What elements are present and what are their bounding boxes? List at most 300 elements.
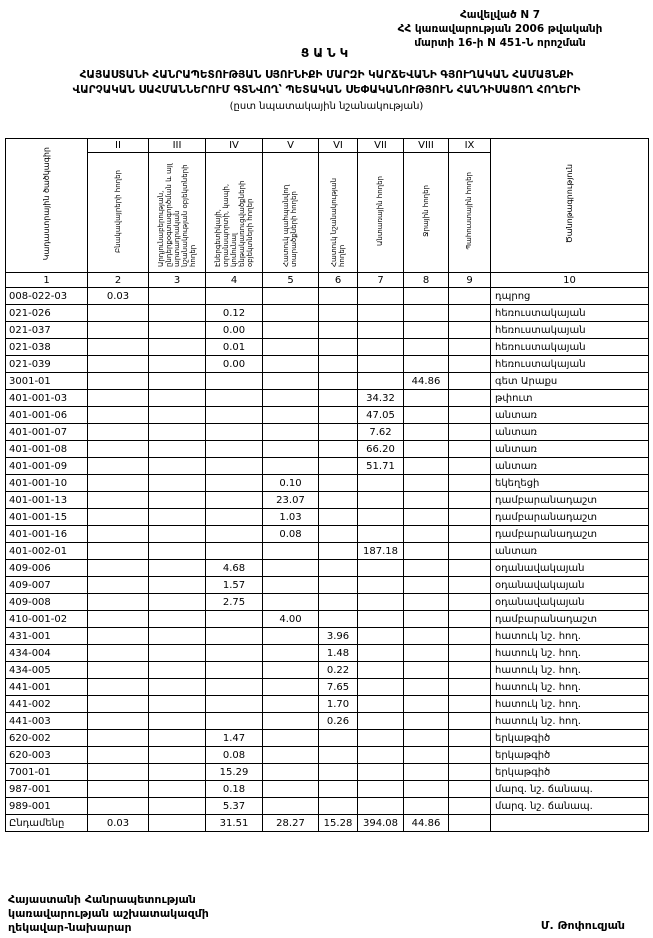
cadastral-code-cell: 401-001-03 [6,390,88,407]
area-value-cell [263,560,319,577]
area-value-cell [449,679,491,696]
cadastral-code-cell: 441-003 [6,713,88,730]
area-value-cell [206,662,263,679]
note-cell: մարզ. նշ. ճանապ. [491,798,649,815]
table-row [6,645,649,662]
area-value-cell [319,458,358,475]
note-cell: դպրոց [491,288,649,305]
area-value-cell [319,339,358,356]
table-row [6,679,649,696]
table-row [6,441,649,458]
area-value-cell [206,475,263,492]
table-row [6,390,649,407]
area-value-cell [449,696,491,713]
area-value-cell: 2.75 [206,594,263,611]
area-value-cell [263,764,319,781]
area-value-cell [263,594,319,611]
area-value-cell [263,713,319,730]
column-number: 4 [206,273,263,288]
cadastral-code-cell: 401-001-13 [6,492,88,509]
area-value-cell [88,441,149,458]
table-row [6,458,649,475]
area-value-cell [319,492,358,509]
area-value-cell [449,611,491,628]
area-value-cell: 1.48 [319,645,358,662]
area-value-cell [358,730,404,747]
table-row [6,662,649,679]
area-value-cell [449,662,491,679]
area-value-cell [404,407,449,424]
area-value-cell [149,679,206,696]
area-value-cell [263,373,319,390]
table-row [6,577,649,594]
area-value-cell: 15.29 [206,764,263,781]
appendix-reference [355,8,645,51]
area-value-cell [263,662,319,679]
area-value-cell [149,458,206,475]
table-row [6,322,649,339]
area-value-cell [88,356,149,373]
table-row [6,509,649,526]
area-value-cell [149,475,206,492]
area-value-cell [88,407,149,424]
area-value-cell [263,390,319,407]
area-value-cell [449,645,491,662]
cadastral-code-cell: 434-005 [6,662,88,679]
area-value-cell [206,628,263,645]
document-subtitle-line: ՀԱՅԱՍՏԱՆԻ ՀԱՆՐԱՊԵՏՈՒԹՅԱՆ ՍՅՈՒՆԻՔԻ ՄԱՐԶԻ ԿԱՐՃԵՎԱՆԻ ԳՅՈՒՂԱԿԱՆ ՀԱՄԱՅՆՔԻ [79,69,574,81]
area-value-cell [149,492,206,509]
area-value-cell [404,696,449,713]
area-value-cell [88,764,149,781]
area-value-cell [88,662,149,679]
area-value-cell [404,526,449,543]
area-value-cell [88,373,149,390]
table-row [6,492,649,509]
area-value-cell: 28.27 [263,815,319,832]
cadastral-code-cell: 021-039 [6,356,88,373]
cadastral-code-cell: 620-003 [6,747,88,764]
note-cell: երկաթգիծ [491,764,649,781]
area-value-cell [263,407,319,424]
area-value-cell [263,747,319,764]
area-value-cell [206,288,263,305]
area-value-cell [88,526,149,543]
area-value-cell [358,288,404,305]
area-value-cell: 0.00 [206,356,263,373]
area-value-cell [319,611,358,628]
area-value-cell [319,594,358,611]
document-subtitle-line: ՎԱՐՉԱԿԱՆ ՍԱՀՄԱՆՆԵՐՈՒՄ ԳՏՆՎՈՂ՝ ՊԵՏԱԿԱՆ ՍԵՓԱԿԱՆՈՒԹՅՈՒՆ ՀԱՆԴԻՍԱՑՈՂ ՀՈՂԵՐԻ [72,84,581,97]
col-header-reserve-lands: Պահուստային հողեր [449,153,491,273]
footer-line: կառավարության աշխատակազմի [8,906,209,920]
area-value-cell [263,696,319,713]
cadastral-code-cell: 401-001-06 [6,407,88,424]
area-value-cell [88,747,149,764]
area-value-cell [449,815,491,832]
column-number: 1 [6,273,88,288]
area-value-cell: 0.22 [319,662,358,679]
area-value-cell: 34.32 [358,390,404,407]
area-value-cell: 0.26 [319,713,358,730]
area-value-cell: 0.08 [206,747,263,764]
footer-line: Հայաստանի Հանրապետության [8,893,196,906]
area-value-cell: 1.57 [206,577,263,594]
area-value-cell [404,322,449,339]
area-value-cell [319,356,358,373]
area-value-cell [319,577,358,594]
cadastral-code-cell: 441-001 [6,679,88,696]
table-row [6,407,649,424]
table-row [6,628,649,645]
footer-signatory-block [8,893,209,934]
area-value-cell: 1.70 [319,696,358,713]
area-value-cell [319,475,358,492]
area-value-cell [263,305,319,322]
area-value-cell [404,662,449,679]
area-value-cell [263,730,319,747]
table-row [6,560,649,577]
cadastral-code-cell: 409-008 [6,594,88,611]
area-value-cell [404,390,449,407]
column-number: 7 [358,273,404,288]
area-value-cell: 0.08 [263,526,319,543]
note-cell: մարզ. նշ. ճանապ. [491,781,649,798]
area-value-cell [149,730,206,747]
roman-numeral: III [149,139,206,153]
area-value-cell [404,560,449,577]
column-number: 8 [404,273,449,288]
area-value-cell [149,594,206,611]
cadastral-code-cell: 409-006 [6,560,88,577]
area-value-cell [449,628,491,645]
column-number: 9 [449,273,491,288]
area-value-cell [404,424,449,441]
note-cell: անտառ [491,441,649,458]
area-value-cell [319,509,358,526]
roman-numeral: IX [449,139,491,153]
note-cell: հատուկ նշ. հող. [491,645,649,662]
area-value-cell [449,475,491,492]
area-value-cell [358,747,404,764]
area-value-cell [404,611,449,628]
area-value-cell: 44.86 [404,815,449,832]
area-value-cell [449,594,491,611]
area-value-cell: 7.65 [319,679,358,696]
col-header-forest-lands: Անտառային հողեր [358,153,404,273]
area-value-cell [404,475,449,492]
area-value-cell [88,390,149,407]
area-value-cell [449,373,491,390]
area-value-cell [149,781,206,798]
area-value-cell: 7.62 [358,424,404,441]
area-value-cell [358,322,404,339]
area-value-cell [206,424,263,441]
area-value-cell [263,322,319,339]
note-cell: հեռուստակայան [491,339,649,356]
area-value-cell [358,628,404,645]
note-cell: երկաթգիծ [491,747,649,764]
area-value-cell [404,492,449,509]
cadastral-code-cell: 008-022-03 [6,288,88,305]
cadastral-code-cell: 401-001-07 [6,424,88,441]
area-value-cell [404,747,449,764]
area-value-cell [88,305,149,322]
area-value-cell [358,696,404,713]
area-value-cell [449,356,491,373]
area-value-cell [449,730,491,747]
area-value-cell: 4.68 [206,560,263,577]
area-value-cell [263,679,319,696]
area-value-cell [449,747,491,764]
cadastral-code-cell: 431-001 [6,628,88,645]
table-row [6,713,649,730]
area-value-cell [449,441,491,458]
area-value-cell [449,577,491,594]
roman-numeral: IV [206,139,263,153]
area-value-cell: 0.03 [88,288,149,305]
area-value-cell [88,322,149,339]
cadastral-code-cell: 401-001-08 [6,441,88,458]
note-cell: հատուկ նշ. հող. [491,662,649,679]
table-row [6,696,649,713]
area-value-cell [319,424,358,441]
land-parcels-table [5,138,649,832]
area-value-cell [404,764,449,781]
area-value-cell [206,390,263,407]
area-value-cell [88,798,149,815]
table-row [6,781,649,798]
area-value-cell [358,509,404,526]
note-cell: անտառ [491,458,649,475]
cadastral-code-cell: 021-038 [6,339,88,356]
appendix-line: մարտի 16-ի N 451-Ն որոշման [414,37,586,50]
column-number-row [6,273,649,288]
note-cell: դամբարանադաշտ [491,526,649,543]
document-title: ՑԱՆԿ [300,46,353,60]
area-value-cell [206,679,263,696]
cadastral-code-cell: 989-001 [6,798,88,815]
area-value-cell [319,543,358,560]
area-value-cell [358,560,404,577]
note-cell: երկաթգիծ [491,730,649,747]
area-value-cell [358,356,404,373]
table-row [6,305,649,322]
area-value-cell [404,339,449,356]
area-value-cell [358,781,404,798]
col-header-industrial-lands: Արդյունաբերության, ընդերքօգտագործման և այլ արտադրական նշանակության օբյեկտների հողեր [149,153,206,273]
area-value-cell [319,288,358,305]
col-header-protected-areas-lands: Հատուկ պահպանվող տարածքների հողեր [263,153,319,273]
area-value-cell [319,798,358,815]
table-row [6,475,649,492]
area-value-cell [358,645,404,662]
area-value-cell [149,339,206,356]
area-value-cell [263,645,319,662]
area-value-cell [449,424,491,441]
table-row [6,730,649,747]
area-value-cell [449,339,491,356]
area-value-cell: 51.71 [358,458,404,475]
area-value-cell [449,543,491,560]
area-value-cell [206,407,263,424]
area-value-cell: 0.00 [206,322,263,339]
note-cell: հատուկ նշ. հող. [491,713,649,730]
area-value-cell [88,560,149,577]
note-cell [491,815,649,832]
area-value-cell: 44.86 [404,373,449,390]
roman-numeral: VI [319,139,358,153]
area-value-cell [449,492,491,509]
note-cell: գետ Արաքս [491,373,649,390]
note-cell: օդանավակայան [491,577,649,594]
column-number: 6 [319,273,358,288]
area-value-cell [449,390,491,407]
area-value-cell [149,288,206,305]
cadastral-code-cell: 021-026 [6,305,88,322]
area-value-cell [88,492,149,509]
area-value-cell [149,441,206,458]
area-value-cell [358,713,404,730]
document-subtitle-note: (ըստ նպատակային նշանակության) [229,101,424,113]
column-number: 5 [263,273,319,288]
area-value-cell [404,288,449,305]
total-label-cell: Ընդամենը [6,815,88,832]
area-value-cell [88,781,149,798]
roman-numeral: VIII [404,139,449,153]
area-value-cell [263,458,319,475]
note-cell: հատուկ նշ. հող. [491,628,649,645]
area-value-cell [404,798,449,815]
appendix-line: Հավելված N 7 [459,9,541,21]
appendix-line: ՀՀ կառավարության 2006 թվականի [397,23,603,36]
note-cell: դամբարանադաշտ [491,492,649,509]
area-value-cell [263,628,319,645]
col-header-water-lands: Ջրային հողեր [404,153,449,273]
area-value-cell: 0.12 [206,305,263,322]
area-value-cell [449,407,491,424]
area-value-cell [149,628,206,645]
area-value-cell [263,781,319,798]
area-value-cell: 66.20 [358,441,404,458]
area-value-cell [358,764,404,781]
area-value-cell [149,611,206,628]
cadastral-code-cell: 434-004 [6,645,88,662]
area-value-cell [149,390,206,407]
table-row [6,764,649,781]
area-value-cell [319,390,358,407]
footer-line: ղեկավար-նախարար [8,920,132,934]
area-value-cell [149,696,206,713]
table-row [6,356,649,373]
area-value-cell [88,713,149,730]
area-value-cell [88,730,149,747]
col-header-residential-lands: Բնակավայրերի հողեր [88,153,149,273]
area-value-cell [449,526,491,543]
note-cell: օդանավակայան [491,560,649,577]
table-row [6,611,649,628]
area-value-cell [88,628,149,645]
note-cell: հատուկ նշ. հող. [491,679,649,696]
note-cell: դամբարանադաշտ [491,611,649,628]
area-value-cell [358,679,404,696]
area-value-cell [449,305,491,322]
area-value-cell [88,509,149,526]
col-header-notes: Ծանոթագրություն [491,139,649,273]
column-number: 10 [491,273,649,288]
area-value-cell [149,798,206,815]
area-value-cell [206,713,263,730]
area-value-cell [358,339,404,356]
note-cell: օդանավակայան [491,594,649,611]
area-value-cell [263,424,319,441]
area-value-cell: 15.28 [319,815,358,832]
area-value-cell [88,679,149,696]
area-value-cell [149,662,206,679]
area-value-cell [263,798,319,815]
area-value-cell [206,611,263,628]
area-value-cell [88,577,149,594]
area-value-cell [149,356,206,373]
area-value-cell [358,526,404,543]
table-row [6,543,649,560]
area-value-cell [449,560,491,577]
table-row [6,288,649,305]
area-value-cell [358,475,404,492]
area-value-cell [88,475,149,492]
area-value-cell: 47.05 [358,407,404,424]
area-value-cell [88,424,149,441]
area-value-cell [449,458,491,475]
roman-numeral: II [88,139,149,153]
area-value-cell: 187.18 [358,543,404,560]
area-value-cell [319,730,358,747]
table-row [6,526,649,543]
area-value-cell [263,356,319,373]
area-value-cell [88,645,149,662]
area-value-cell [206,492,263,509]
area-value-cell [358,373,404,390]
area-value-cell [263,543,319,560]
area-value-cell [149,526,206,543]
area-value-cell [449,781,491,798]
area-value-cell [358,594,404,611]
area-value-cell [319,322,358,339]
area-value-cell: 31.51 [206,815,263,832]
area-value-cell [358,611,404,628]
area-value-cell [206,645,263,662]
table-row [6,594,649,611]
note-cell: եկեղեցի [491,475,649,492]
note-cell: թփուտ [491,390,649,407]
area-value-cell: 5.37 [206,798,263,815]
roman-numeral-row [6,139,649,153]
area-value-cell [319,305,358,322]
note-cell: անտառ [491,407,649,424]
cadastral-code-cell: 021-037 [6,322,88,339]
area-value-cell [88,339,149,356]
note-cell: դամբարանադաշտ [491,509,649,526]
area-value-cell [149,424,206,441]
area-value-cell [449,764,491,781]
area-value-cell [404,543,449,560]
table-row [6,373,649,390]
note-cell: հեռուստակայան [491,356,649,373]
roman-numeral: VII [358,139,404,153]
area-value-cell [358,577,404,594]
area-value-cell [149,577,206,594]
area-value-cell [149,713,206,730]
